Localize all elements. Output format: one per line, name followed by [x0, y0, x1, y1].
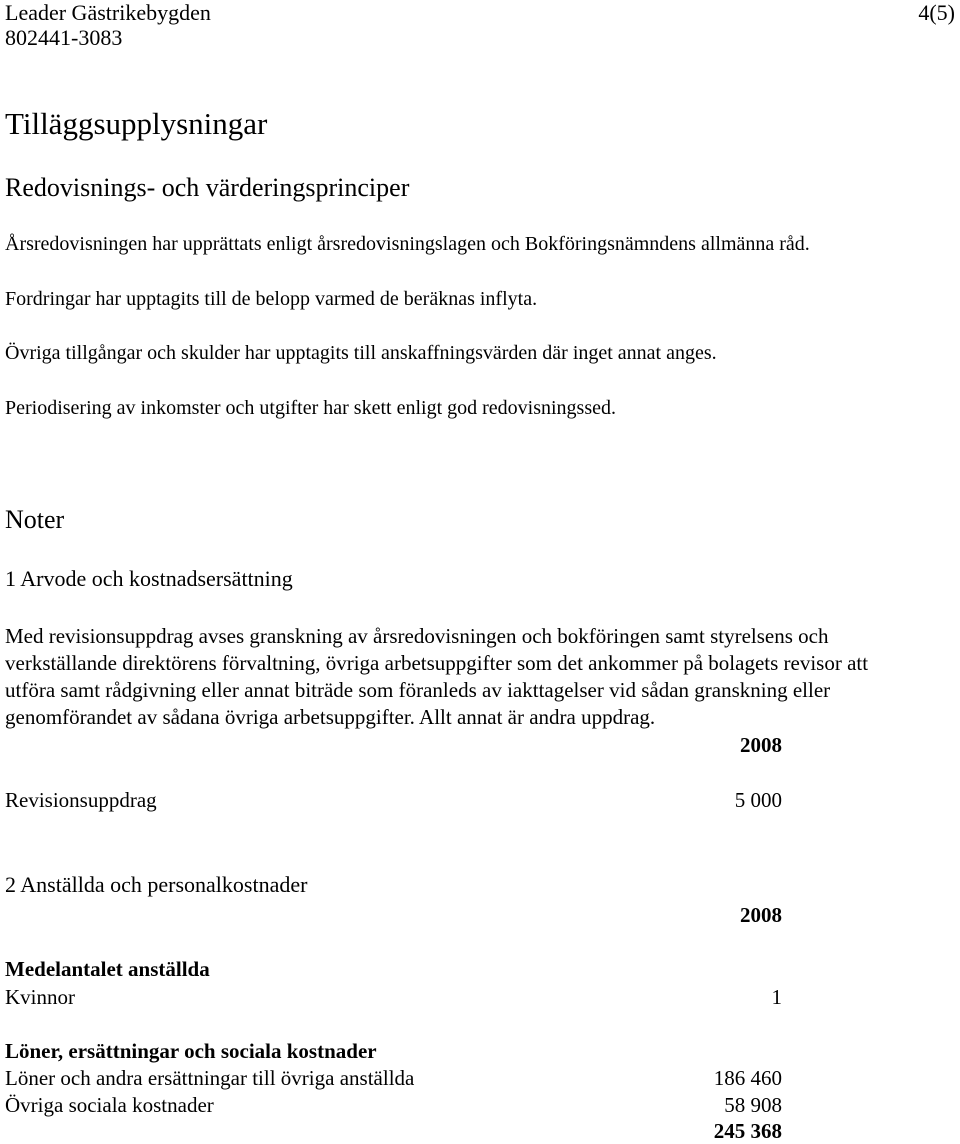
principle-paragraph: Periodisering av inkomster och utgifter har skett enligt god redovisningssed. [5, 397, 616, 419]
note-1-row-value: 5 000 [734, 788, 782, 812]
avg-employees-heading: Medelantalet anställda [5, 957, 210, 981]
principle-paragraph: Årsredovisningen har upprättats enligt årsredovisningslagen och Bokföringsnämndens allmänna råd. [5, 233, 810, 255]
principles-heading: Redovisnings- och värderingsprinciper [5, 173, 410, 202]
employees-row-label: Kvinnor [5, 985, 75, 1009]
principle-paragraph: Övriga tillgångar och skulder har upptagits till anskaffningsvärden där inget annat anges. [5, 342, 717, 364]
note-1-title: 1 Arvode och kostnadsersättning [5, 566, 293, 591]
note-1-text-line: genomförandet av sådana övriga arbetsuppgifter. Allt annat är andra uppdrag. [5, 705, 656, 729]
page-number: 4(5) [918, 0, 955, 25]
page-title: Tilläggsupplysningar [5, 106, 268, 141]
note-2-year-header: 2008 [740, 903, 782, 927]
salaries-heading: Löner, ersättningar och sociala kostnader [5, 1039, 377, 1063]
note-1-text-line: verkställande direktörens förvaltning, övriga arbetsuppgifter som det ankommer på bolagets revisor att [5, 651, 869, 675]
notes-heading: Noter [5, 505, 65, 534]
note-1-text-line: Med revisionsuppdrag avses granskning av årsredovisningen och bokföringen samt styrelsens och [5, 624, 829, 648]
principle-paragraph: Fordringar har upptagits till de belopp varmed de beräknas inflyta. [5, 288, 538, 310]
salaries-total: 245 368 [713, 1119, 782, 1143]
organization-number: 802441-3083 [5, 25, 123, 50]
note-1-row-label: Revisionsuppdrag [5, 788, 157, 812]
employees-row-value: 1 [771, 985, 782, 1009]
salaries-row-label: Övriga sociala kostnader [5, 1093, 214, 1117]
organization-name: Leader Gästrikebygden [5, 0, 211, 25]
salaries-row-value: 186 460 [713, 1066, 782, 1090]
note-1-year-header: 2008 [740, 733, 782, 757]
note-2-title: 2 Anställda och personalkostnader [5, 872, 308, 897]
salaries-row-label: Löner och andra ersättningar till övriga anställda [5, 1066, 415, 1090]
salaries-row-value: 58 908 [724, 1093, 782, 1117]
note-1-text-line: utföra samt rådgivning eller annat biträde som föranleds av iakttagelser vid sådan granskning eller [5, 678, 831, 702]
